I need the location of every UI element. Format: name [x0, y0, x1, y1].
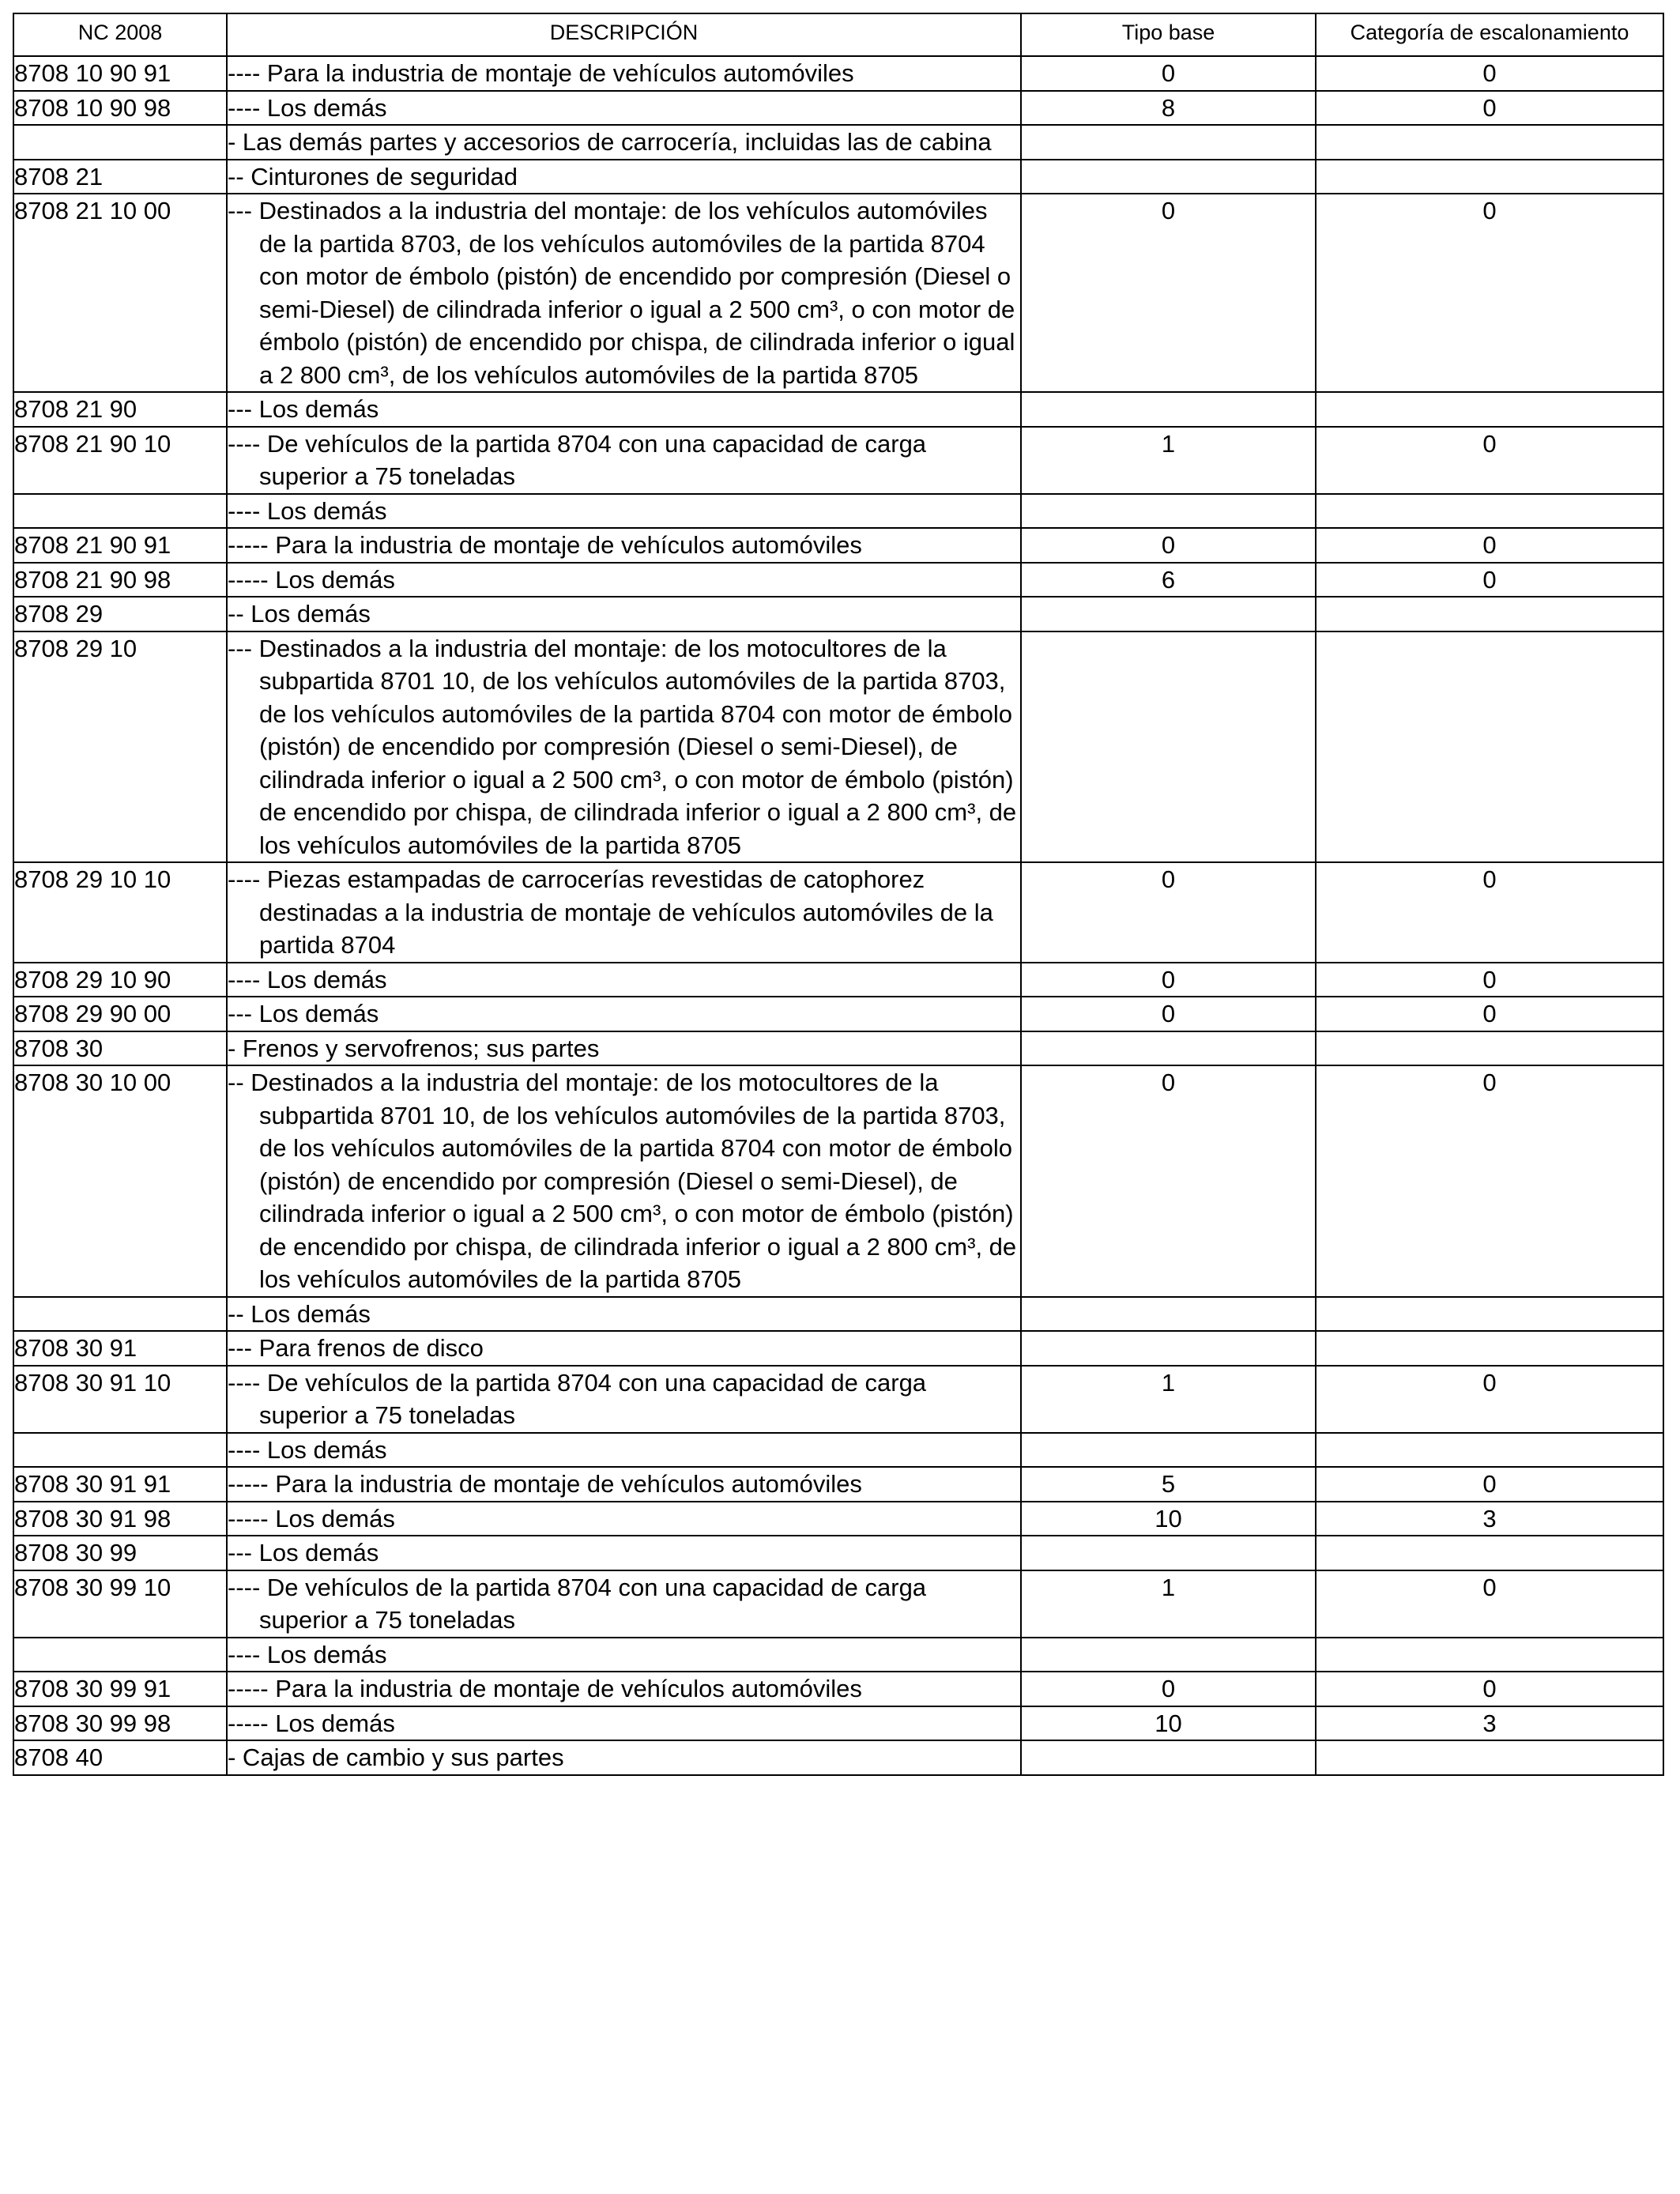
cn-code-cell: 8708 30 10 00: [13, 1065, 227, 1297]
cn-code-cell: 8708 21: [13, 160, 227, 194]
description-text: ----- Para la industria de montaje de vehículos automóviles: [228, 1675, 862, 1702]
table-row: [13, 1297, 1663, 1332]
description-cell: [227, 1570, 1021, 1638]
cn-code-cell: 8708 10 90 91: [13, 56, 227, 91]
staging-category-cell: [1316, 1740, 1663, 1775]
staging-category-cell: 0: [1316, 862, 1663, 963]
description-cell: [227, 597, 1021, 631]
base-rate-cell: 5: [1021, 1467, 1316, 1502]
description-text: --- Para frenos de disco: [228, 1334, 484, 1362]
description-text: ---- Piezas estampadas de carrocerías revestidas de catophorez destinadas a la industria de montaje de vehículos automóviles de la partida 8704: [228, 865, 993, 959]
cn-code-cell: 8708 29: [13, 597, 227, 631]
cn-code-cell: [13, 125, 227, 160]
base-rate-cell: [1021, 597, 1316, 631]
cn-code-cell: 8708 30 99 98: [13, 1706, 227, 1741]
description-cell: [227, 1065, 1021, 1297]
table-row: [13, 597, 1663, 631]
staging-category-cell: [1316, 160, 1663, 194]
description-text: --- Los demás: [228, 1539, 379, 1566]
staging-category-cell: 0: [1316, 1672, 1663, 1706]
description-text: ---- Los demás: [228, 965, 387, 993]
base-rate-cell: 1: [1021, 1570, 1316, 1638]
table-row: [13, 1467, 1663, 1502]
base-rate-cell: [1021, 1638, 1316, 1672]
staging-category-cell: 0: [1316, 997, 1663, 1031]
tariff-table: [13, 13, 1664, 1776]
table-row: [13, 427, 1663, 494]
cn-code-cell: 8708 29 10: [13, 631, 227, 863]
cn-code-cell: [13, 1297, 227, 1332]
base-rate-cell: 0: [1021, 56, 1316, 91]
staging-category-cell: 3: [1316, 1706, 1663, 1741]
staging-category-cell: 0: [1316, 1366, 1663, 1433]
description-cell: [227, 1536, 1021, 1570]
description-cell: [227, 1331, 1021, 1366]
base-rate-cell: 1: [1021, 1366, 1316, 1433]
staging-category-cell: 0: [1316, 1065, 1663, 1297]
cn-code-cell: 8708 30 99 91: [13, 1672, 227, 1706]
cn-code-cell: 8708 29 90 00: [13, 997, 227, 1031]
description-text: ---- Los demás: [228, 93, 387, 122]
base-rate-cell: [1021, 494, 1316, 529]
base-rate-cell: 0: [1021, 1672, 1316, 1706]
description-text: ----- Los demás: [228, 1709, 395, 1737]
table-row: [13, 1570, 1663, 1638]
cn-code-cell: 8708 30 91 98: [13, 1502, 227, 1536]
staging-category-cell: [1316, 392, 1663, 427]
description-text: - Cajas de cambio y sus partes: [228, 1744, 564, 1771]
table-body: [13, 56, 1663, 1775]
header-description: DESCRIPCIÓN: [227, 13, 1021, 56]
description-cell: [227, 392, 1021, 427]
table-row: [13, 1331, 1663, 1366]
table-row: [13, 1366, 1663, 1433]
base-rate-cell: 0: [1021, 528, 1316, 563]
base-rate-cell: [1021, 1331, 1316, 1366]
description-text: ---- De vehículos de la partida 8704 con una capacidad de carga superior a 75 toneladas: [228, 429, 927, 490]
description-cell: [227, 1502, 1021, 1536]
description-cell: [227, 997, 1021, 1031]
cn-code-cell: 8708 21 90 98: [13, 563, 227, 598]
base-rate-cell: 6: [1021, 563, 1316, 598]
base-rate-cell: 0: [1021, 862, 1316, 963]
header-staging-category: Categoría de escalonamiento: [1316, 13, 1663, 56]
base-rate-cell: [1021, 631, 1316, 863]
table-row: [13, 91, 1663, 126]
description-text: ----- Los demás: [228, 1504, 395, 1532]
staging-category-cell: [1316, 597, 1663, 631]
description-cell: [227, 528, 1021, 563]
table-row: [13, 494, 1663, 529]
staging-category-cell: [1316, 1638, 1663, 1672]
table-row: [13, 1065, 1663, 1297]
description-text: ---- Los demás: [228, 1435, 387, 1464]
staging-category-cell: 0: [1316, 91, 1663, 126]
cn-code-cell: 8708 30 91 10: [13, 1366, 227, 1433]
staging-category-cell: [1316, 631, 1663, 863]
cn-code-cell: 8708 29 10 10: [13, 862, 227, 963]
table-row: [13, 563, 1663, 598]
description-text: ---- Para la industria de montaje de vehículos automóviles: [228, 59, 854, 87]
cn-code-cell: 8708 21 90 91: [13, 528, 227, 563]
staging-category-cell: 0: [1316, 194, 1663, 392]
description-text: - Las demás partes y accesorios de carrocería, incluidas las de cabina: [228, 128, 992, 156]
base-rate-cell: [1021, 1536, 1316, 1570]
description-cell: [227, 56, 1021, 91]
base-rate-cell: [1021, 1433, 1316, 1468]
table-row: [13, 1031, 1663, 1066]
description-text: --- Destinados a la industria del montaje: de los motocultores de la subpartida 8701 10, de los vehículos automóviles de la partida 8703, de los vehículos automóviles de la partida 8704 con motor de émbolo (pistón) de encendido por compresión (Diesel o semi-Diesel), de cilindrada inferior o igual a 2 500 cm³, o con motor de émbolo (pistón) de encendido por chispa, de cilindrada inferior o igual a 2 800 cm³, de los vehículos automóviles de la partida 8705: [228, 634, 1017, 859]
table-row: [13, 1638, 1663, 1672]
staging-category-cell: [1316, 1031, 1663, 1066]
description-text: ----- Los demás: [228, 565, 395, 594]
base-rate-cell: 0: [1021, 963, 1316, 997]
description-cell: [227, 1433, 1021, 1468]
staging-category-cell: [1316, 1536, 1663, 1570]
description-text: ----- Para la industria de montaje de vehículos automóviles: [228, 531, 862, 559]
staging-category-cell: [1316, 125, 1663, 160]
staging-category-cell: 0: [1316, 528, 1663, 563]
cn-code-cell: 8708 30 91 91: [13, 1467, 227, 1502]
base-rate-cell: [1021, 125, 1316, 160]
description-cell: [227, 1706, 1021, 1741]
description-text: --- Los demás: [228, 395, 379, 423]
description-cell: [227, 862, 1021, 963]
staging-category-cell: 0: [1316, 427, 1663, 494]
cn-code-cell: 8708 21 10 00: [13, 194, 227, 392]
base-rate-cell: [1021, 1297, 1316, 1332]
table-row: [13, 631, 1663, 863]
description-cell: [227, 1467, 1021, 1502]
description-text: --- Los demás: [228, 1000, 379, 1027]
staging-category-cell: 0: [1316, 1467, 1663, 1502]
staging-category-cell: [1316, 1433, 1663, 1468]
cn-code-cell: 8708 40: [13, 1740, 227, 1775]
description-cell: [227, 963, 1021, 997]
description-cell: [227, 427, 1021, 494]
description-text: -- Los demás: [228, 600, 371, 628]
description-text: -- Cinturones de seguridad: [228, 162, 518, 190]
header-base-rate: Tipo base: [1021, 13, 1316, 56]
staging-category-cell: 3: [1316, 1502, 1663, 1536]
description-text: ---- De vehículos de la partida 8704 con una capacidad de carga superior a 75 toneladas: [228, 1368, 927, 1429]
description-text: - Frenos y servofrenos; sus partes: [228, 1034, 600, 1062]
table-header: [13, 13, 1663, 56]
base-rate-cell: [1021, 160, 1316, 194]
base-rate-cell: 1: [1021, 427, 1316, 494]
description-cell: [227, 631, 1021, 863]
cn-code-cell: [13, 1433, 227, 1468]
base-rate-cell: 8: [1021, 91, 1316, 126]
header-row: [13, 13, 1663, 56]
description-text: ---- Los demás: [228, 496, 387, 525]
table-row: [13, 1672, 1663, 1706]
cn-code-cell: 8708 30 99 10: [13, 1570, 227, 1638]
table-row: [13, 1706, 1663, 1741]
staging-category-cell: 0: [1316, 963, 1663, 997]
description-cell: [227, 1366, 1021, 1433]
base-rate-cell: 10: [1021, 1706, 1316, 1741]
table-row: [13, 392, 1663, 427]
document-page: [13, 13, 1663, 1776]
staging-category-cell: [1316, 494, 1663, 529]
staging-category-cell: 0: [1316, 1570, 1663, 1638]
description-text: ---- Los demás: [228, 1640, 387, 1668]
base-rate-cell: [1021, 392, 1316, 427]
description-cell: [227, 1297, 1021, 1332]
base-rate-cell: 0: [1021, 194, 1316, 392]
description-text: ----- Para la industria de montaje de vehículos automóviles: [228, 1470, 862, 1498]
description-text: ---- De vehículos de la partida 8704 con una capacidad de carga superior a 75 toneladas: [228, 1573, 927, 1634]
table-row: [13, 125, 1663, 160]
description-cell: [227, 194, 1021, 392]
base-rate-cell: [1021, 1031, 1316, 1066]
base-rate-cell: 10: [1021, 1502, 1316, 1536]
cn-code-cell: 8708 21 90: [13, 392, 227, 427]
staging-category-cell: [1316, 1297, 1663, 1332]
base-rate-cell: 0: [1021, 1065, 1316, 1297]
table-row: [13, 528, 1663, 563]
description-text: -- Destinados a la industria del montaje: de los motocultores de la subpartida 8701 10, de los vehículos automóviles de la partida 8703, de los vehículos automóviles de la partida 8704 con motor de émbolo (pistón) de encendido por compresión (Diesel o semi-Diesel), de cilindrada inferior o igual a 2 500 cm³, o con motor de émbolo (pistón) de encendido por chispa, de cilindrada inferior o igual a 2 800 cm³, de los vehículos automóviles de la partida 8705: [228, 1069, 1017, 1293]
table-row: [13, 194, 1663, 392]
cn-code-cell: 8708 10 90 98: [13, 91, 227, 126]
description-cell: [227, 160, 1021, 194]
table-row: [13, 1433, 1663, 1468]
staging-category-cell: 0: [1316, 56, 1663, 91]
table-row: [13, 963, 1663, 997]
cn-code-cell: [13, 494, 227, 529]
cn-code-cell: 8708 30: [13, 1031, 227, 1066]
description-cell: [227, 494, 1021, 529]
description-cell: [227, 1672, 1021, 1706]
staging-category-cell: [1316, 1331, 1663, 1366]
description-cell: [227, 125, 1021, 160]
base-rate-cell: [1021, 1740, 1316, 1775]
table-row: [13, 997, 1663, 1031]
description-cell: [227, 563, 1021, 598]
table-row: [13, 1502, 1663, 1536]
table-row: [13, 862, 1663, 963]
table-row: [13, 56, 1663, 91]
table-row: [13, 160, 1663, 194]
description-text: --- Destinados a la industria del montaje: de los vehículos automóviles de la partida 8703, de los vehículos automóviles de la partida 8704 con motor de émbolo (pistón) de encendido por compresión (Diesel o semi-Diesel) de cilindrada inferior o igual a 2 500 cm³, o con motor de émbolo (pistón) de encendido por chispa, de cilindrada inferior o igual a 2 800 cm³, de los vehículos automóviles de la partida 8705: [228, 197, 1015, 389]
description-cell: [227, 1740, 1021, 1775]
cn-code-cell: 8708 30 99: [13, 1536, 227, 1570]
base-rate-cell: 0: [1021, 997, 1316, 1031]
cn-code-cell: 8708 30 91: [13, 1331, 227, 1366]
description-cell: [227, 1638, 1021, 1672]
cn-code-cell: [13, 1638, 227, 1672]
description-cell: [227, 91, 1021, 126]
cn-code-cell: 8708 29 10 90: [13, 963, 227, 997]
table-row: [13, 1536, 1663, 1570]
cn-code-cell: 8708 21 90 10: [13, 427, 227, 494]
staging-category-cell: 0: [1316, 563, 1663, 598]
header-code: NC 2008: [13, 13, 227, 56]
table-row: [13, 1740, 1663, 1775]
description-cell: [227, 1031, 1021, 1066]
description-text: -- Los demás: [228, 1299, 371, 1328]
